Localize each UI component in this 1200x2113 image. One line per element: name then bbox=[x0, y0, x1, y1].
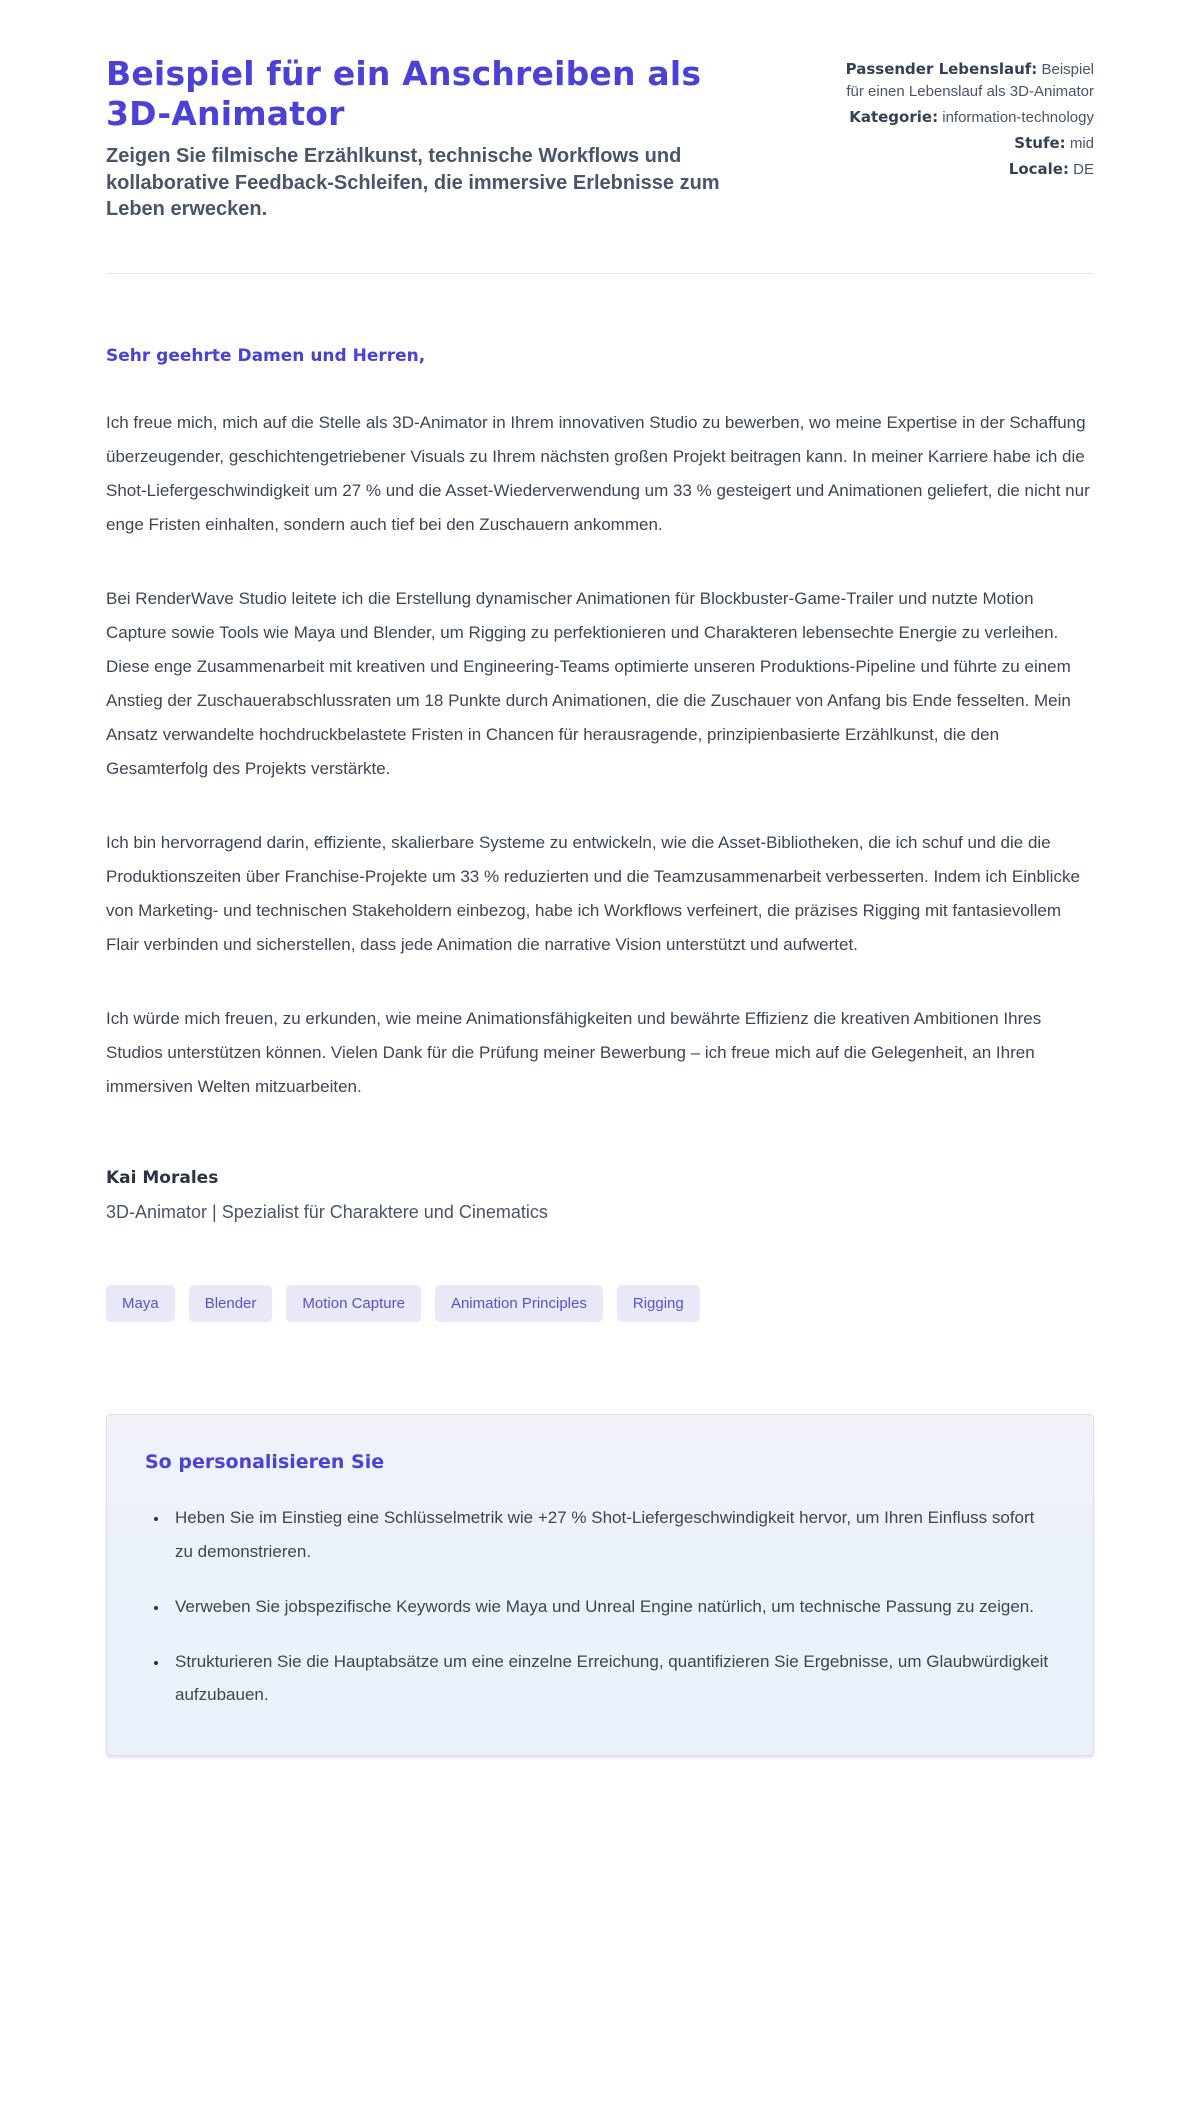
meta-label: Stufe: bbox=[1014, 134, 1066, 153]
meta-label: Locale: bbox=[1008, 160, 1069, 179]
meta-block bbox=[844, 54, 1094, 184]
signature-block bbox=[106, 1168, 1094, 1223]
title-block bbox=[106, 54, 771, 223]
skill-tag: Maya bbox=[106, 1285, 175, 1323]
page-subtitle: Zeigen Sie filmische Erzählkunst, technische Workflows und kollaborative Feedback-Schleifen, die immersive Erlebnisse zum Leben erwecken. bbox=[106, 145, 720, 221]
letter-paragraph: Ich würde mich freuen, zu erkunden, wie meine Animationsfähigkeiten und bewährte Effizienz die kreativen Ambitionen Ihres Studios unterstützen können. Vielen Dank für die Prüfung meiner Bewerbung – ich freue mich auf die Gelegenheit, an Ihren immersiven Welten mitzuarbeiten. bbox=[106, 1008, 1042, 1096]
signature-name: Kai Morales bbox=[106, 1167, 219, 1188]
page-header bbox=[106, 54, 1094, 223]
letter-greeting: Sehr geehrte Damen und Herren, bbox=[106, 345, 426, 366]
meta-value: information-technology bbox=[942, 109, 1094, 127]
tip-item: • Heben Sie im Einstieg eine Schlüsselmetrik wie +27 % Shot-Liefergeschwindigkeit hervor, um Ihren Einfluss sofort zu demonstrieren. bbox=[169, 1501, 1055, 1567]
skill-tag: Animation Principles bbox=[435, 1285, 603, 1323]
meta-row-matching-resume bbox=[844, 58, 1094, 103]
meta-row-locale bbox=[844, 158, 1094, 181]
page-title: Beispiel für ein Anschreiben als 3D-Animator bbox=[106, 54, 702, 133]
personalization-tips-card bbox=[106, 1414, 1094, 1756]
skill-tag: Motion Capture bbox=[286, 1285, 421, 1323]
meta-value: mid bbox=[1069, 135, 1094, 153]
letter-paragraph: Ich bin hervorragend darin, effiziente, skalierbare Systeme zu entwickeln, wie die Asset-Bibliotheken, die ich schuf und die die Produktionszeiten über Franchise-Projekte um 33 % reduzierten und die Teamzusammenarbeit verbesserten. Indem ich Einblicke von Marketing- und technischen Stakeholdern einbezog, habe ich Workflows verfeinert, die präzises Rigging mit fantasievollem Flair verbinden und sicherstellen, dass jede Animation die narrative Vision unterstützt und aufwertet. bbox=[106, 832, 1080, 954]
meta-label: Passender Lebenslauf: bbox=[845, 60, 1038, 78]
signature-role: 3D-Animator | Spezialist für Charaktere und Cinematics bbox=[106, 1201, 548, 1222]
skill-tags bbox=[106, 1285, 1094, 1323]
meta-row-category bbox=[844, 106, 1094, 129]
tips-list bbox=[145, 1501, 1055, 1711]
page bbox=[106, 0, 1094, 1826]
meta-value: DE bbox=[1073, 161, 1094, 179]
skill-tag: Blender bbox=[189, 1285, 273, 1323]
skill-tag: Rigging bbox=[617, 1285, 700, 1323]
tips-title: So personalisieren Sie bbox=[145, 1451, 385, 1474]
meta-label: Kategorie: bbox=[849, 108, 939, 127]
meta-row-level bbox=[844, 132, 1094, 155]
meta-value: Beispiel für einen Lebenslauf als 3D-Animator bbox=[846, 61, 1094, 101]
cover-letter-body bbox=[106, 346, 1094, 1223]
tip-item: • Strukturieren Sie die Hauptabsätze um eine einzelne Erreichung, quantifizieren Sie Ergebnisse, um Glaubwürdigkeit aufzubauen. bbox=[169, 1645, 1055, 1711]
header-divider bbox=[106, 273, 1094, 274]
letter-paragraph: Ich freue mich, mich auf die Stelle als 3D-Animator in Ihrem innovativen Studio zu bewerben, wo meine Expertise in der Schaffung überzeugender, geschichtengetriebener Visuals zu Ihrem nächsten großen Projekt beitragen kann. In meiner Karriere habe ich die Shot-Liefergeschwindigkeit um 27 % und die Asset-Wiederverwendung um 33 % gesteigert und Animationen geliefert, die nicht nur enge Fristen einhalten, sondern auch tief bei den Zuschauern ankommen. bbox=[106, 412, 1090, 534]
tip-item: • Verweben Sie jobspezifische Keywords wie Maya und Unreal Engine natürlich, um technische Passung zu zeigen. bbox=[169, 1590, 1055, 1623]
letter-paragraph: Bei RenderWave Studio leitete ich die Erstellung dynamischer Animationen für Blockbuster-Game-Trailer und nutzte Motion Capture sowie Tools wie Maya und Blender, um Rigging zu perfektionieren und Charakteren lebensechte Energie zu verleihen. Diese enge Zusammenarbeit mit kreativen und Engineering-Teams optimierte unseren Produktions-Pipeline und führte zu einem Anstieg der Zuschauerabschlussraten um 18 Punkte durch Animationen, die die Zuschauer von Anfang bis Ende fesselten. Mein Ansatz verwandelte hochdruckbelastete Fristen in Chancen für herausragende, prinzipienbasierte Erzählkunst, die den Gesamterfolg des Projekts verstärkte. bbox=[106, 588, 1071, 778]
